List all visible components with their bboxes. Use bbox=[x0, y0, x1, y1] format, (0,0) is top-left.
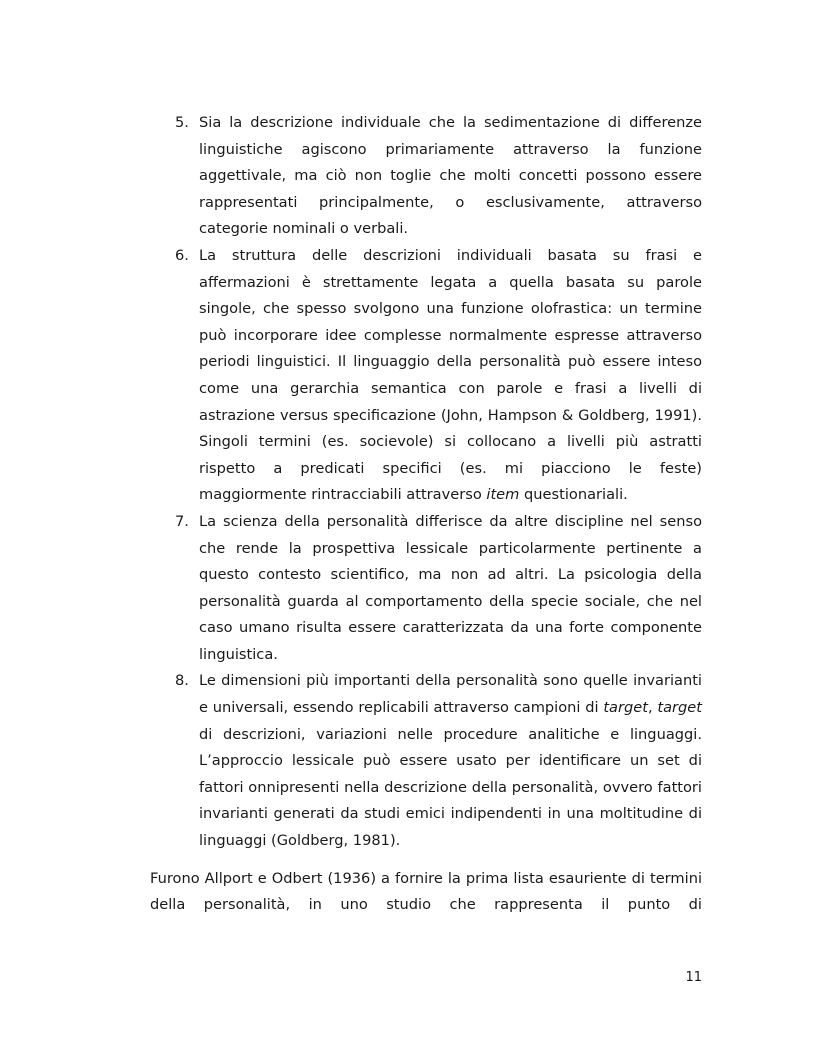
list-number: 7. bbox=[175, 512, 189, 530]
list-text: La struttura delle descrizioni individuali basata su frasi e affermazioni è strettamente legata a quella basata su parole singole, che spesso svolgono una funzione olofrastica: un termine può incorporare idee complesse normalmente espresse attraverso periodi linguistici. Il linguaggio della personalità può essere inteso come una gerarchia semantica con parole e frasi a livelli di astrazione versus specificazione (John, Hampson & Goldberg, 1991). Singoli termini (es. socievole) si collocano a livelli più astratti rispetto a predicati specifici (es. mi piacciono le feste) maggiormente rintracciabili attraverso item questionariali. bbox=[199, 246, 702, 504]
list-text: Le dimensioni più importanti della personalità sono quelle invarianti e universali, essendo replicabili attraverso campioni di target, target di descrizioni, variazioni nelle procedure analitiche e linguaggi. L’approccio lessicale può essere usato per identificare un set di fattori onnipresenti nella descrizione della personalità, ovvero fattori invarianti generati da studi emici indipendenti in una moltitudine di linguaggi (Goldberg, 1981). bbox=[199, 672, 702, 850]
list-item-5 bbox=[150, 110, 702, 243]
page-number: 11 bbox=[685, 970, 702, 985]
page-content bbox=[150, 110, 702, 933]
list-item-7 bbox=[150, 509, 702, 669]
list-item-8 bbox=[150, 668, 702, 854]
italic-term: target bbox=[657, 699, 702, 717]
list-text: La scienza della personalità differisce da altre discipline nel senso che rende la prospettiva lessicale particolarmente pertinente a questo contesto scientifico, ma non ad altri. La psicologia della personalità guarda al comportamento della specie sociale, che nel caso umano risulta essere caratterizzata da una forte componente linguistica. bbox=[199, 512, 702, 663]
list-number: 8. bbox=[175, 672, 189, 690]
list-number: 6. bbox=[175, 246, 189, 264]
italic-term: item bbox=[486, 486, 520, 504]
numbered-list bbox=[150, 110, 702, 855]
italic-term: target bbox=[603, 699, 648, 717]
list-text: Sia la descrizione individuale che la sedimentazione di differenze linguistiche agiscono primariamente attraverso la funzione aggettivale, ma ciò non toglie che molti concetti possono essere rappresentati principalmente, o esclusivamente, attraverso categorie nominali o verbali. bbox=[199, 114, 702, 238]
body-paragraph: Furono Allport e Odbert (1936) a fornire la prima lista esauriente di termini della personalità, in uno studio che rappresenta il punto di bbox=[150, 869, 702, 914]
list-item-6 bbox=[150, 243, 702, 509]
list-number: 5. bbox=[175, 114, 189, 131]
